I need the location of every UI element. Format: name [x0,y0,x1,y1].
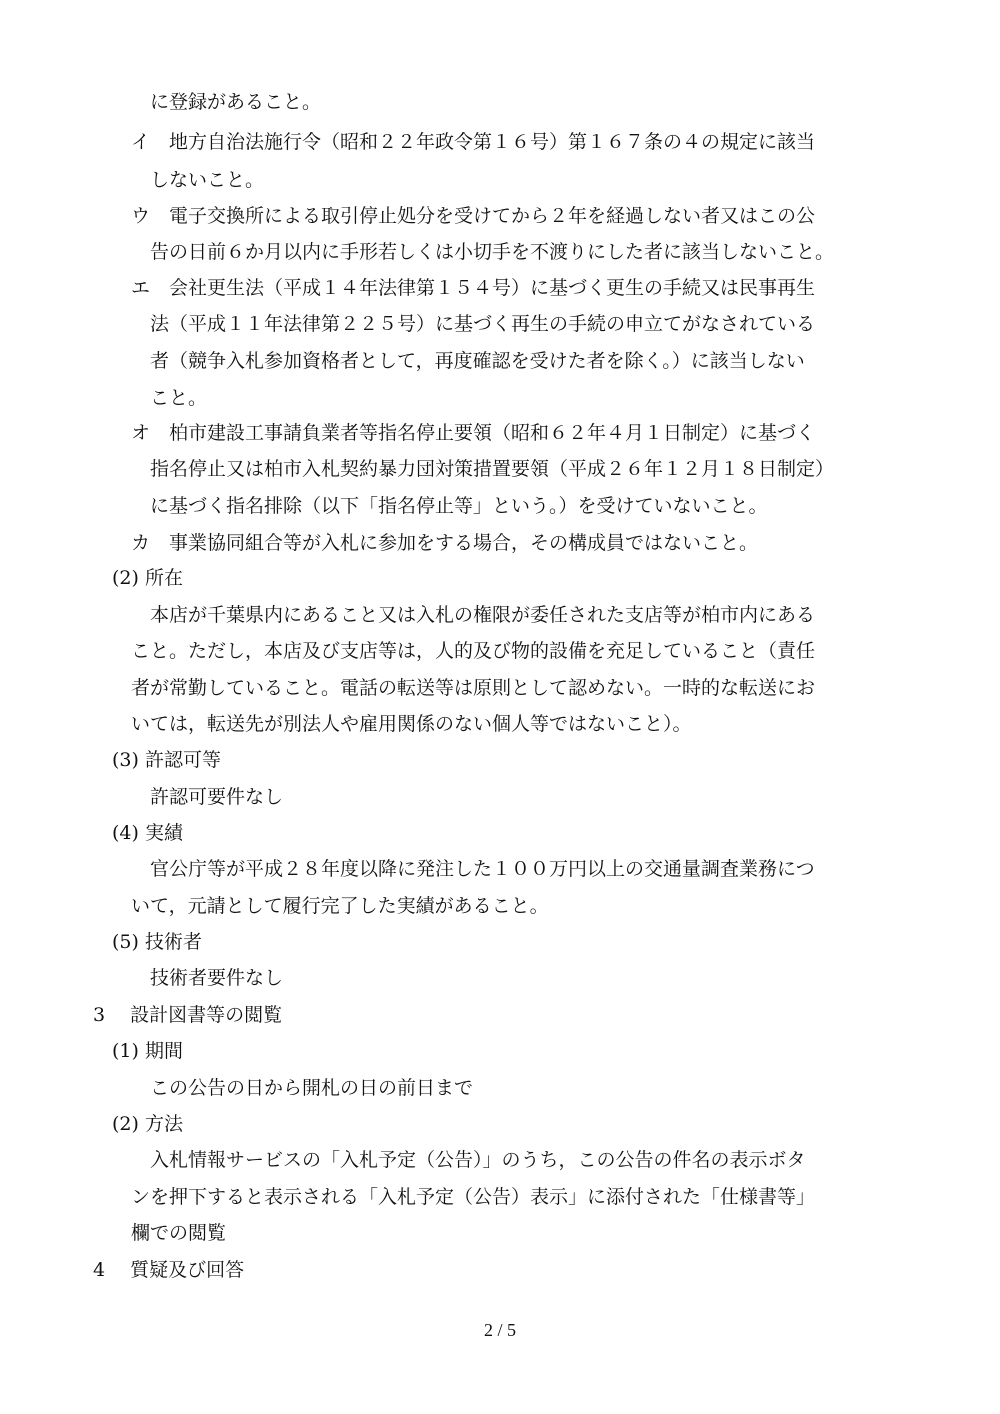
text-line: オ 柏市建設工事請負業者等指名停止要領（昭和６２年４月１日制定）に基づく [131,422,816,444]
text-line: 指名停止又は柏市入札契約暴力団対策措置要領（平成２６年１２月１８日制定） [150,458,835,480]
section-heading: (3) 許認可等 [112,749,221,771]
text-line: ウ 電子交換所による取引停止処分を受けてから２年を経過しない者又はこの公 [131,205,816,227]
text-line: に登録があること。 [150,91,322,113]
text-line: 本店が千葉県内にあること又は入札の権限が委任された支店等が柏市内にある [150,604,816,626]
text-line: しないこと。 [150,169,265,191]
text-line: こと。 [150,387,208,409]
text-line: 法（平成１１年法律第２２５号）に基づく再生の手続の申立てがなされている [150,313,816,335]
section-heading: (2) 方法 [112,1113,183,1135]
text-line: 者が常勤していること。電話の転送等は原則として認めない。一時的な転送にお [131,677,816,699]
section-heading: (2) 所在 [112,567,183,589]
text-line: 告の日前６か月以内に手形若しくは小切手を不渡りにした者に該当しないこと。 [150,241,835,263]
section-heading: 3 設計図書等の閲覧 [93,1004,283,1026]
text-line: ンを押下すると表示される「入札予定（公告）表示」に添付された「仕様書等」 [131,1186,816,1208]
section-heading: 4 質疑及び回答 [93,1259,245,1281]
text-line: いて，元請として履行完了した実績があること。 [131,895,549,917]
text-line: 技術者要件なし [150,967,284,989]
text-line: カ 事業協同組合等が入札に参加をする場合，その構成員ではないこと。 [131,532,759,554]
text-line: 欄での閲覧 [131,1222,227,1244]
text-line: こと。ただし，本店及び支店等は，人的及び物的設備を充足していること（責任 [131,640,816,662]
section-heading: (5) 技術者 [112,931,202,953]
text-line: 者（競争入札参加資格者として，再度確認を受けた者を除く。）に該当しない [150,350,805,372]
text-line: 官公庁等が平成２８年度以降に発注した１００万円以上の交通量調査業務につ [150,858,815,880]
text-line: いては，転送先が別法人や雇用関係のない個人等ではないこと）。 [131,713,692,735]
text-line: に基づく指名排除（以下「指名停止等」という。）を受けていないこと。 [150,495,768,517]
section-heading: (1) 期間 [112,1040,183,1062]
text-line: イ 地方自治法施行令（昭和２２年政令第１６号）第１６７条の４の規定に該当 [131,131,816,153]
section-heading: (4) 実績 [112,822,183,844]
page-number: 2 / 5 [483,1320,516,1340]
text-line: エ 会社更生法（平成１４年法律第１５４号）に基づく更生の手続又は民事再生 [131,277,816,299]
text-line: 入札情報サービスの「入札予定（公告）」のうち，この公告の件名の表示ボタ [150,1149,806,1171]
text-line: 許認可要件なし [150,786,284,808]
text-line: この公告の日から開札の日の前日まで [150,1077,474,1099]
